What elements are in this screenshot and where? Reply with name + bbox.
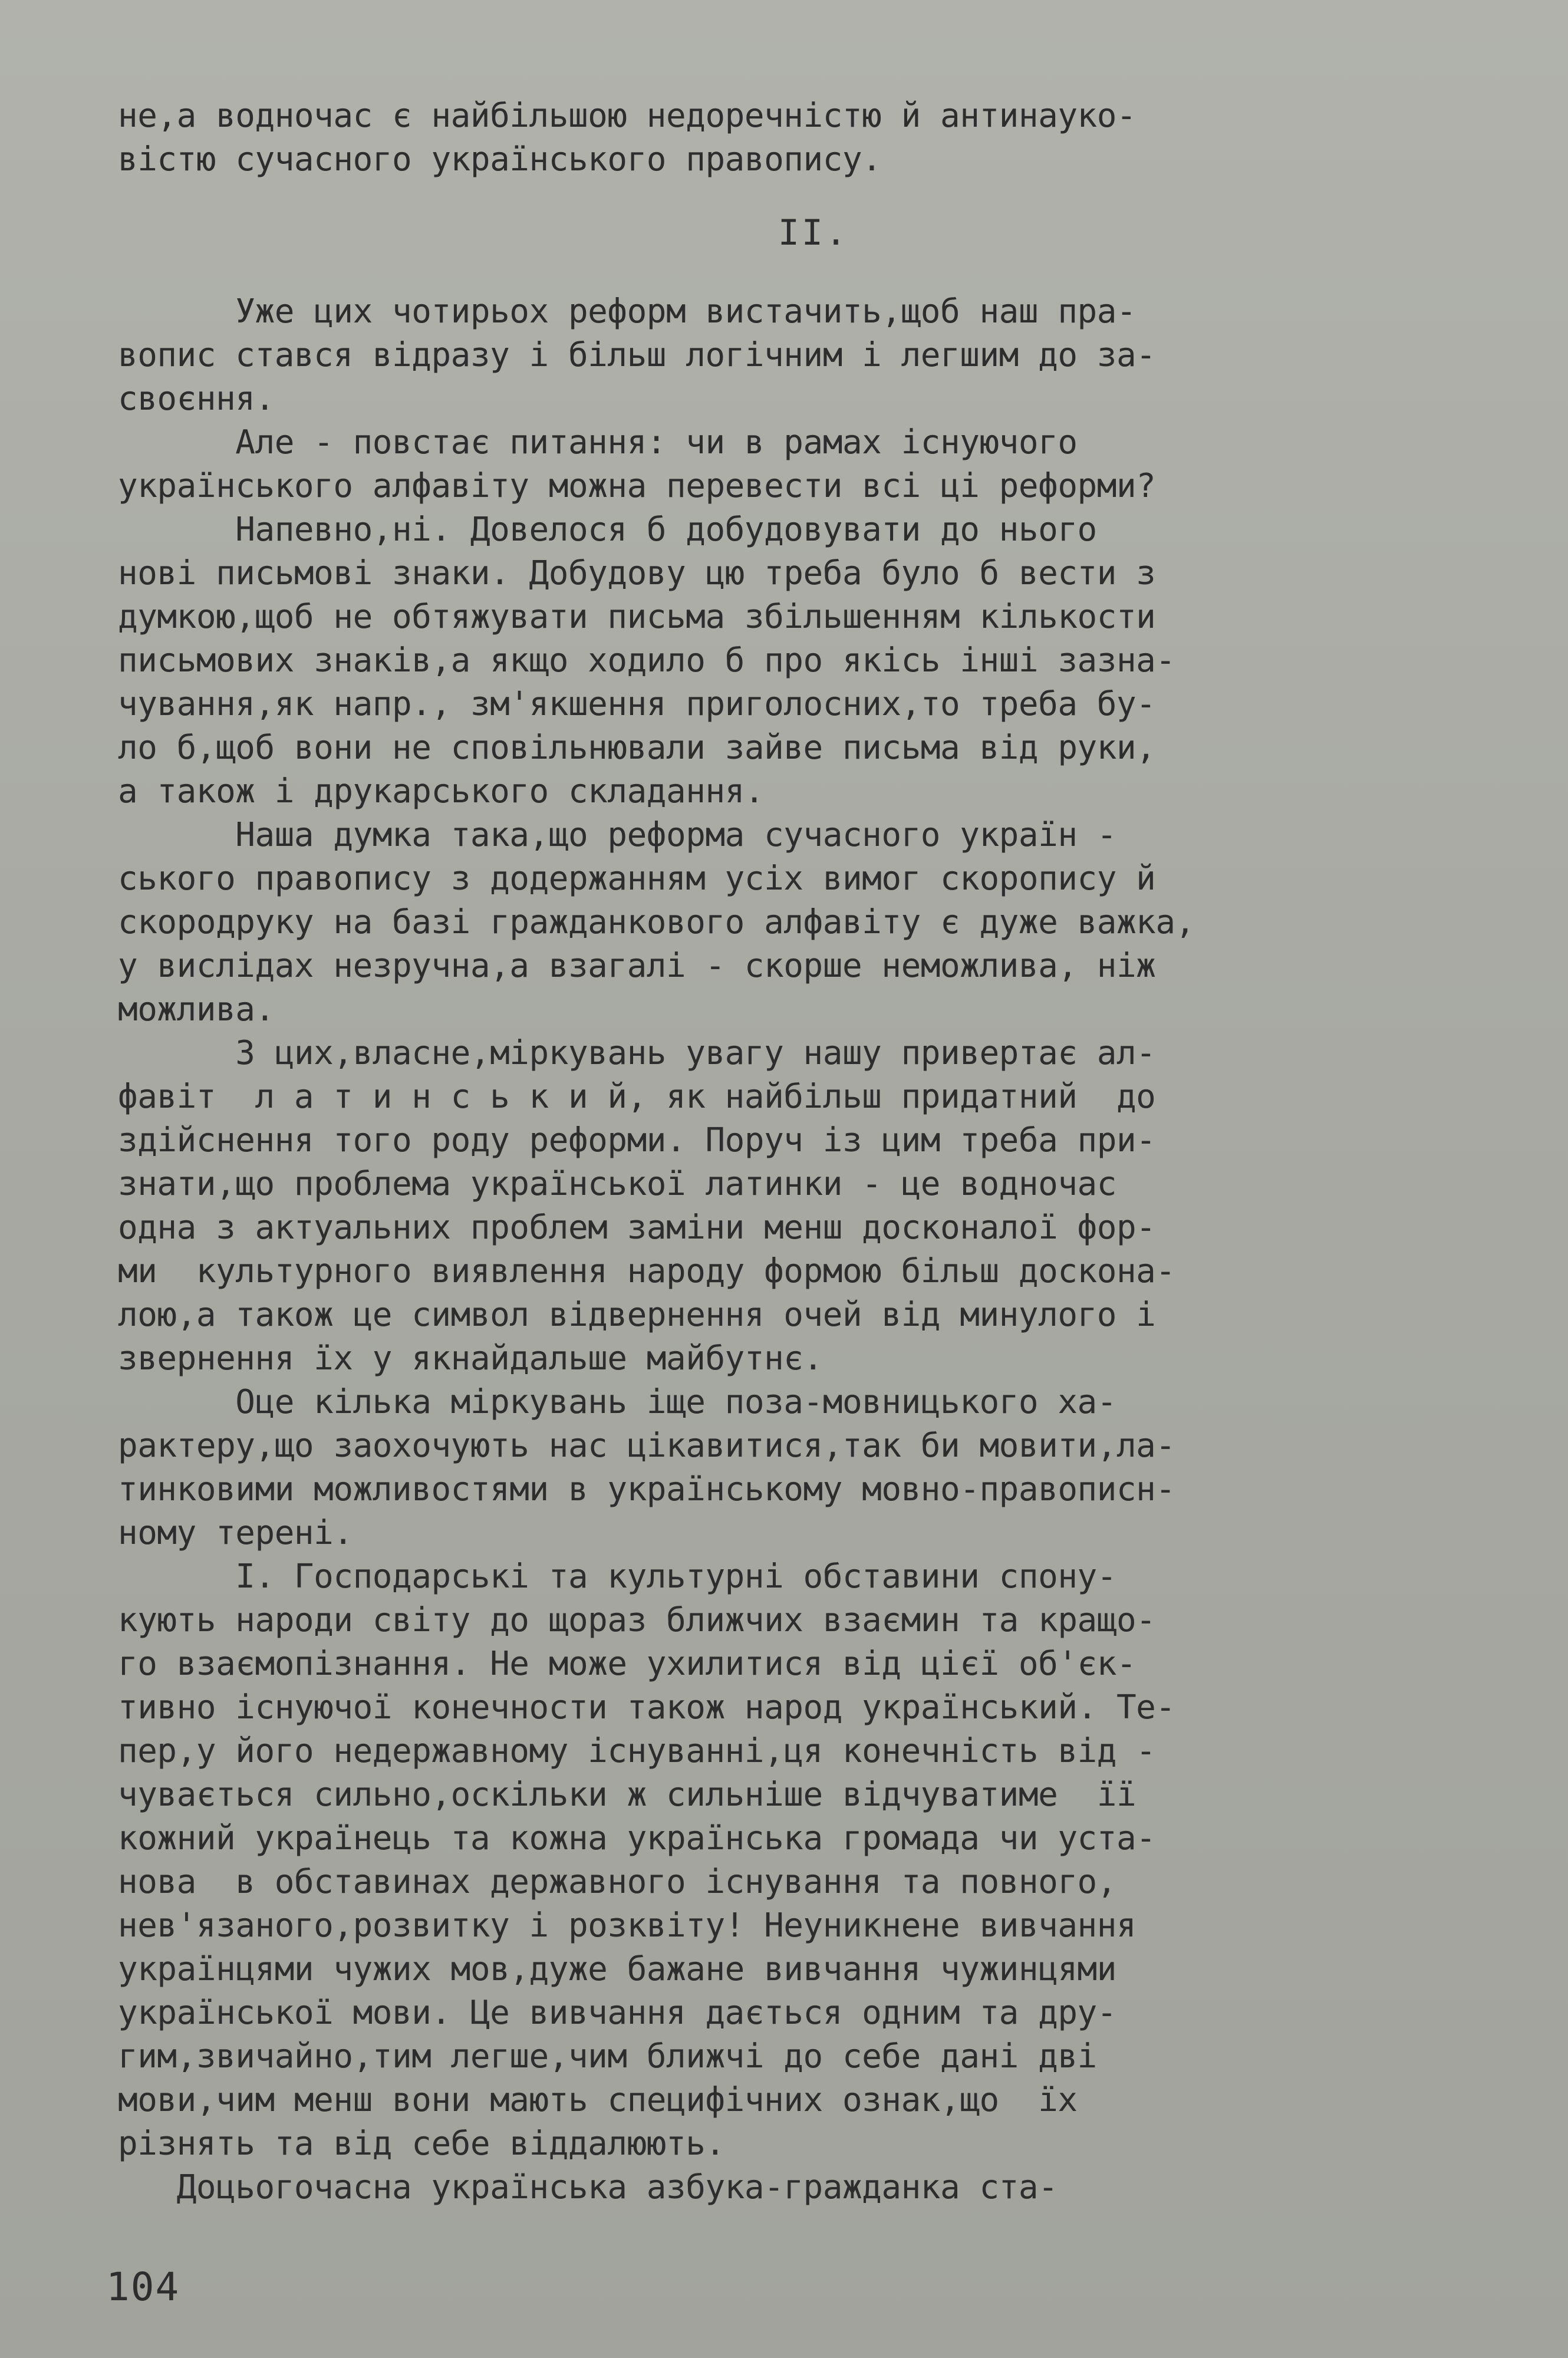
- body-line: української мови. Це вивчання дається одним та дру-: [118, 1994, 1116, 2032]
- body-line: ми культурного виявлення народу формою більш доскона-: [118, 1252, 1175, 1290]
- body-line: нова в обставинах державного існування та повного,: [118, 1863, 1116, 1901]
- body-line: одна з актуальних проблем заміни менш досконалої фор-: [118, 1208, 1156, 1247]
- body-line: скородруку на базі гражданкового алфавіту є дуже важка,: [118, 903, 1195, 941]
- body-line: лою,а також це символ відвернення очей від минулого і: [118, 1296, 1156, 1334]
- body-line: Уже цих чотирьох реформ вистачить,щоб наш пра-: [118, 292, 1137, 331]
- body-line: ського правопису з додержанням усіх вимог скоропису й: [118, 859, 1156, 898]
- typed-text-block: [118, 94, 1509, 2209]
- body-line: Доцьогочасна українська азбука-гражданка ста-: [118, 2168, 1058, 2206]
- body-line: З цих,власне,міркувань увагу нашу привертає ал-: [118, 1034, 1156, 1072]
- body-line: нев'язаного,розвитку і розквіту! Неуникнене вивчання: [118, 1906, 1137, 1945]
- body-line: гим,звичайно,тим легше,чим ближчі до себе дані дві: [118, 2037, 1097, 2076]
- body-line: фавіт л а т и н с ь к и й, як найбільш придатний до: [118, 1078, 1156, 1116]
- body-line: Але - повстає питання: чи в рамах існуючого: [118, 423, 1078, 462]
- body-line: здійснення того роду реформи. Поруч із цим треба при-: [118, 1121, 1156, 1160]
- body-line: можлива.: [118, 990, 275, 1029]
- body-line: тивно існуючої конечности також народ український. Те-: [118, 1688, 1175, 1727]
- body-line: мови,чим менш вони мають специфічних ознак,що їх: [118, 2081, 1078, 2119]
- intro-line: вістю сучасного українського правопису.: [118, 140, 882, 179]
- body-line: рактеру,що заохочують нас цікавитися,так би мовити,ла-: [118, 1427, 1175, 1465]
- body-line: у вислідах незручна,а взагалі - скорше неможлива, ніж: [118, 947, 1156, 985]
- body-line: пер,у його недержавному існуванні,ця конечність від -: [118, 1732, 1156, 1770]
- body-line: а також і друкарського складання.: [118, 772, 765, 811]
- body-line: своєння.: [118, 380, 275, 418]
- body-line: українцями чужих мов,дуже бажане вивчання чужинцями: [118, 1950, 1116, 1988]
- page-number: 104: [106, 2264, 180, 2310]
- body-line: кують народи світу до щораз ближчих взаємин та кращо-: [118, 1601, 1156, 1639]
- body-line: письмових знаків,а якщо ходило б про якісь інші зазна-: [118, 641, 1175, 680]
- body-line: звернення їх у якнайдальше майбутнє.: [118, 1339, 823, 1378]
- body-line: Напевно,ні. Довелося б добудовувати до нього: [118, 511, 1097, 549]
- intro-line: не,а водночас є найбільшою недоречністю й антинауко-: [118, 97, 1137, 135]
- body-line: українського алфавіту можна перевести всі ці реформи?: [118, 467, 1156, 505]
- body-line: нові письмові знаки. Добудову цю треба було б вести з: [118, 554, 1156, 592]
- body-line: тинковими можливостями в українському мовно-правописн-: [118, 1470, 1175, 1509]
- body-line: ло б,щоб вони не сповільнювали зайве письма від руки,: [118, 729, 1156, 767]
- body-line: знати,що проблема української латинки - це водночас: [118, 1165, 1116, 1203]
- body-line: чувається сильно,оскільки ж сильніше відчуватиме її: [118, 1776, 1137, 1814]
- body-line: вопис стався відразу і більш логічним і легшим до за-: [118, 336, 1156, 374]
- body-line: І. Господарські та культурні обставини спону-: [118, 1557, 1116, 1596]
- body-line: кожний українець та кожна українська громада чи уста-: [118, 1819, 1156, 1858]
- body-line: чування,як напр., зм'якшення приголосних,то треба бу-: [118, 685, 1156, 723]
- section-heading: II.: [778, 212, 849, 253]
- body-line: Наша думка така,що реформа сучасного україн -: [118, 816, 1116, 854]
- body-line: різнять та від себе віддалюють.: [118, 2125, 725, 2163]
- body-line: ному терені.: [118, 1514, 353, 1552]
- body-line: го взаємопізнання. Не може ухилитися від цієї об'єк-: [118, 1645, 1137, 1683]
- body-line: Оце кілька міркувань іще поза-мовницького ха-: [118, 1383, 1116, 1421]
- body-line: думкою,щоб не обтяжувати письма збільшенням кількости: [118, 598, 1156, 636]
